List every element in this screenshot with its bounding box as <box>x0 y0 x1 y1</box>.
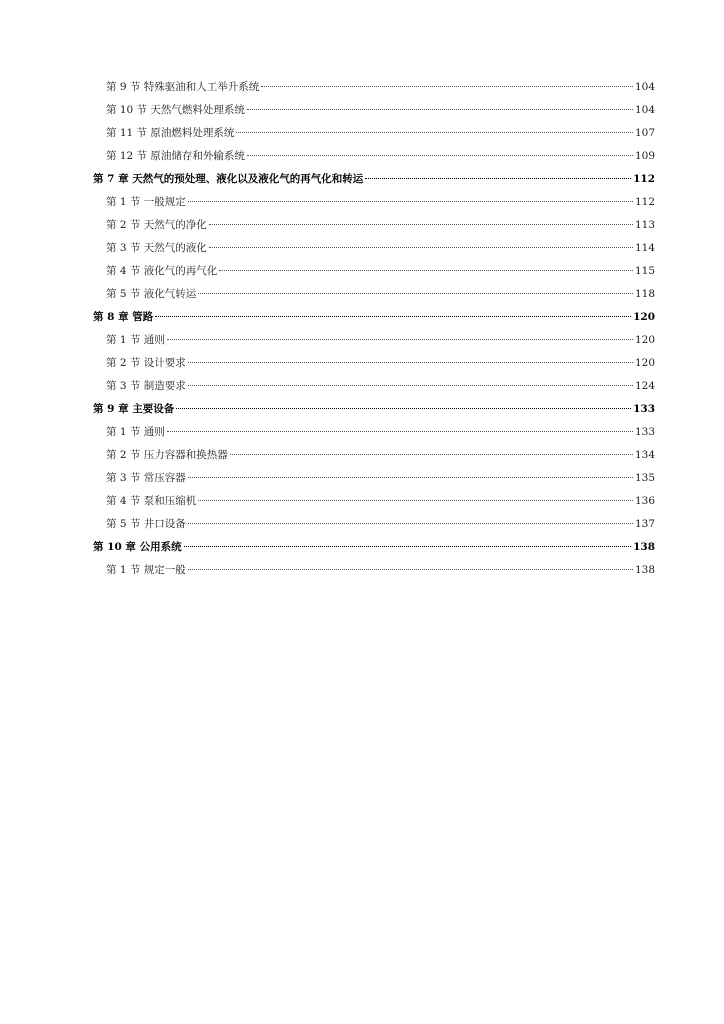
toc-page-number: 120 <box>634 334 655 346</box>
toc-entry-label: 第 3 节 制造要求 <box>106 380 186 392</box>
toc-entry-label: 第 9 章 主要设备 <box>93 403 175 415</box>
toc-dot-leader <box>198 293 633 294</box>
table-of-contents <box>93 76 655 582</box>
toc-page-number: 109 <box>634 150 655 162</box>
toc-entry-label: 第 4 节 液化气的再气化 <box>106 265 218 277</box>
toc-page-number: 134 <box>634 449 655 461</box>
toc-entry-label: 第 12 节 原油储存和外输系统 <box>106 150 245 162</box>
toc-page-number: 104 <box>634 104 655 116</box>
toc-entry-label: 第 5 节 井口设备 <box>106 518 186 530</box>
toc-dot-leader <box>188 201 633 202</box>
toc-page-number: 138 <box>633 541 655 553</box>
toc-page-number: 136 <box>634 495 655 507</box>
toc-entry-chapter[interactable] <box>93 398 655 421</box>
toc-page-number: 115 <box>634 265 655 277</box>
toc-entry-label: 第 5 节 液化气转运 <box>106 288 197 300</box>
toc-entry-chapter[interactable] <box>93 536 655 559</box>
toc-page-number: 124 <box>634 380 655 392</box>
toc-entry-label: 第 1 节 规定一般 <box>106 564 186 576</box>
toc-entry-section[interactable] <box>93 237 655 260</box>
toc-entry-section[interactable] <box>93 490 655 513</box>
toc-entry-label: 第 1 节 一般规定 <box>106 196 186 208</box>
toc-entry-label: 第 8 章 管路 <box>93 311 154 323</box>
toc-dot-leader <box>247 109 633 110</box>
toc-entry-section[interactable] <box>93 76 655 99</box>
toc-page-number: 107 <box>634 127 655 139</box>
toc-entry-label: 第 2 节 设计要求 <box>106 357 186 369</box>
toc-dot-leader <box>247 155 633 156</box>
toc-entry-label: 第 7 章 天然气的预处理、液化以及液化气的再气化和转运 <box>93 173 364 185</box>
toc-page-number: 104 <box>634 81 655 93</box>
toc-entry-section[interactable] <box>93 352 655 375</box>
toc-entry-label: 第 9 节 特殊驱油和人工举升系统 <box>106 81 260 93</box>
toc-entry-section[interactable] <box>93 421 655 444</box>
toc-dot-leader <box>167 431 633 432</box>
toc-page-number: 118 <box>634 288 655 300</box>
toc-dot-leader <box>209 224 633 225</box>
toc-entry-label: 第 2 节 压力容器和换热器 <box>106 449 228 461</box>
toc-page-number: 133 <box>633 403 655 415</box>
toc-entry-label: 第 2 节 天然气的净化 <box>106 219 207 231</box>
toc-entry-label: 第 10 节 天然气燃料处理系统 <box>106 104 245 116</box>
toc-page-number: 113 <box>634 219 655 231</box>
toc-entry-label: 第 1 节 通则 <box>106 426 165 438</box>
toc-dot-leader <box>261 86 633 87</box>
toc-page-number: 120 <box>633 311 655 323</box>
toc-dot-leader <box>198 500 633 501</box>
toc-page-number: 114 <box>634 242 655 254</box>
toc-entry-label: 第 11 节 原油燃料处理系统 <box>106 127 235 139</box>
toc-dot-leader <box>188 362 633 363</box>
toc-dot-leader <box>176 408 631 409</box>
toc-entry-section[interactable] <box>93 214 655 237</box>
toc-dot-leader <box>230 454 633 455</box>
toc-dot-leader <box>365 178 631 179</box>
toc-entry-section[interactable] <box>93 260 655 283</box>
toc-dot-leader <box>188 523 633 524</box>
toc-entry-section[interactable] <box>93 122 655 145</box>
toc-entry-section[interactable] <box>93 559 655 582</box>
toc-dot-leader <box>167 339 633 340</box>
toc-dot-leader <box>219 270 633 271</box>
toc-entry-chapter[interactable] <box>93 168 655 191</box>
toc-entry-label: 第 10 章 公用系统 <box>93 541 182 553</box>
toc-entry-section[interactable] <box>93 99 655 122</box>
toc-entry-section[interactable] <box>93 467 655 490</box>
toc-entry-chapter[interactable] <box>93 306 655 329</box>
toc-page-number: 112 <box>634 196 655 208</box>
toc-page-number: 112 <box>633 173 655 185</box>
toc-entry-section[interactable] <box>93 444 655 467</box>
toc-dot-leader <box>236 132 633 133</box>
toc-dot-leader <box>155 316 631 317</box>
toc-dot-leader <box>188 385 633 386</box>
toc-page-number: 137 <box>634 518 655 530</box>
toc-dot-leader <box>184 546 632 547</box>
toc-entry-section[interactable] <box>93 191 655 214</box>
toc-entry-section[interactable] <box>93 375 655 398</box>
toc-entry-label: 第 3 节 常压容器 <box>106 472 186 484</box>
toc-entry-label: 第 1 节 通则 <box>106 334 165 346</box>
toc-dot-leader <box>188 569 633 570</box>
toc-page-number: 133 <box>634 426 655 438</box>
toc-entry-label: 第 3 节 天然气的液化 <box>106 242 207 254</box>
toc-entry-section[interactable] <box>93 513 655 536</box>
toc-entry-label: 第 4 节 泵和压缩机 <box>106 495 197 507</box>
toc-dot-leader <box>188 477 633 478</box>
toc-entry-section[interactable] <box>93 283 655 306</box>
toc-entry-section[interactable] <box>93 145 655 168</box>
toc-entry-section[interactable] <box>93 329 655 352</box>
toc-page-number: 138 <box>634 564 655 576</box>
toc-page-number: 135 <box>634 472 655 484</box>
toc-page-number: 120 <box>634 357 655 369</box>
toc-dot-leader <box>209 247 633 248</box>
